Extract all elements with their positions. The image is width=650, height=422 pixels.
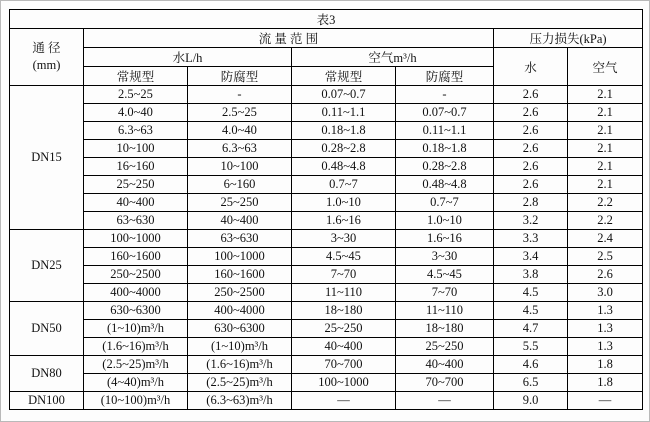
flow-water-regular: 630~6300: [84, 302, 188, 320]
flow-air-anticorrosive: -: [396, 86, 494, 104]
flow-air-regular: 1.6~16: [292, 212, 396, 230]
header-air-unit: 空气m³/h: [292, 48, 494, 67]
flow-air-regular: 0.11~1.1: [292, 104, 396, 122]
flow-air-regular: —: [292, 392, 396, 410]
flow-air-regular: 0.18~1.8: [292, 122, 396, 140]
flow-water-anticorrosive: (6.3~63)m³/h: [188, 392, 292, 410]
flow-air-anticorrosive: 0.7~7: [396, 194, 494, 212]
flow-air-anticorrosive: 0.48~4.8: [396, 176, 494, 194]
flow-water-regular: (4~40)m³/h: [84, 374, 188, 392]
loss-water-value: 4.5: [494, 302, 568, 320]
diameter-label-dn50: DN50: [10, 302, 84, 356]
flow-air-regular: 11~110: [292, 284, 396, 302]
flow-air-anticorrosive: 3~30: [396, 248, 494, 266]
flow-water-anticorrosive: 40~400: [188, 212, 292, 230]
header-diameter-label: 通 径: [32, 41, 61, 56]
header-diameter-unit: (mm): [32, 58, 61, 72]
diameter-label-dn15: DN15: [10, 86, 84, 230]
flow-air-anticorrosive: —: [396, 392, 494, 410]
flow-water-regular: 250~2500: [84, 266, 188, 284]
flow-water-regular: 40~400: [84, 194, 188, 212]
table-title: 表3: [10, 10, 643, 29]
loss-water-value: 2.8: [494, 194, 568, 212]
loss-water-value: 6.5: [494, 374, 568, 392]
flow-water-regular: (10~100)m³/h: [84, 392, 188, 410]
flow-water-regular: 400~4000: [84, 284, 188, 302]
diameter-label-dn80: DN80: [10, 356, 84, 392]
loss-water-value: 2.6: [494, 122, 568, 140]
flow-air-anticorrosive: 25~250: [396, 338, 494, 356]
loss-air-value: 2.4: [568, 230, 643, 248]
flow-water-anticorrosive: 63~630: [188, 230, 292, 248]
loss-air-value: —: [568, 392, 643, 410]
flow-water-anticorrosive: 6~160: [188, 176, 292, 194]
flow-air-anticorrosive: 18~180: [396, 320, 494, 338]
loss-water-value: 2.6: [494, 158, 568, 176]
flow-water-anticorrosive: 25~250: [188, 194, 292, 212]
flow-air-regular: 70~700: [292, 356, 396, 374]
loss-water-value: 2.6: [494, 140, 568, 158]
flow-air-regular: 0.28~2.8: [292, 140, 396, 158]
flow-air-regular: 40~400: [292, 338, 396, 356]
loss-air-value: 2.1: [568, 176, 643, 194]
loss-water-value: 4.7: [494, 320, 568, 338]
loss-water-value: 3.8: [494, 266, 568, 284]
loss-air-value: 2.1: [568, 158, 643, 176]
flow-water-anticorrosive: 10~100: [188, 158, 292, 176]
flow-water-regular: 4.0~40: [84, 104, 188, 122]
flow-water-regular: (2.5~25)m³/h: [84, 356, 188, 374]
loss-water-value: 4.6: [494, 356, 568, 374]
header-air-anticorrosive: 防腐型: [396, 67, 494, 86]
loss-air-value: 2.1: [568, 104, 643, 122]
loss-air-value: 2.5: [568, 248, 643, 266]
flow-air-anticorrosive: 40~400: [396, 356, 494, 374]
flow-air-anticorrosive: 7~70: [396, 284, 494, 302]
loss-air-value: 1.3: [568, 338, 643, 356]
flow-air-regular: 0.7~7: [292, 176, 396, 194]
flow-water-anticorrosive: 630~6300: [188, 320, 292, 338]
flow-air-regular: 1.0~10: [292, 194, 396, 212]
loss-air-value: 1.8: [568, 356, 643, 374]
flow-water-anticorrosive: (1~10)m³/h: [188, 338, 292, 356]
loss-water-value: 3.4: [494, 248, 568, 266]
flow-air-regular: 100~1000: [292, 374, 396, 392]
flow-air-regular: 25~250: [292, 320, 396, 338]
loss-air-value: 2.2: [568, 212, 643, 230]
header-diameter: [10, 29, 84, 86]
flow-water-regular: (1~10)m³/h: [84, 320, 188, 338]
flow-air-regular: 0.48~4.8: [292, 158, 396, 176]
flow-air-regular: 3~30: [292, 230, 396, 248]
flow-water-regular: 10~100: [84, 140, 188, 158]
flow-water-anticorrosive: (2.5~25)m³/h: [188, 374, 292, 392]
flow-water-regular: 63~630: [84, 212, 188, 230]
header-flow-range: 流 量 范 围: [84, 29, 494, 48]
flow-water-regular: 100~1000: [84, 230, 188, 248]
flow-water-regular: 16~160: [84, 158, 188, 176]
loss-air-value: 2.6: [568, 266, 643, 284]
flow-water-regular: (1.6~16)m³/h: [84, 338, 188, 356]
flow-water-regular: 2.5~25: [84, 86, 188, 104]
flow-water-anticorrosive: 4.0~40: [188, 122, 292, 140]
header-pressure-loss: 压力损失(kPa): [494, 29, 643, 48]
flow-air-anticorrosive: 1.0~10: [396, 212, 494, 230]
flow-water-anticorrosive: -: [188, 86, 292, 104]
flow-air-regular: 0.07~0.7: [292, 86, 396, 104]
loss-water-value: 9.0: [494, 392, 568, 410]
flow-water-anticorrosive: 2.5~25: [188, 104, 292, 122]
loss-air-value: 1.8: [568, 374, 643, 392]
flow-water-anticorrosive: 100~1000: [188, 248, 292, 266]
flow-air-regular: 18~180: [292, 302, 396, 320]
loss-water-value: 2.6: [494, 176, 568, 194]
loss-air-value: 2.1: [568, 86, 643, 104]
flow-water-anticorrosive: 6.3~63: [188, 140, 292, 158]
header-water-unit: 水L/h: [84, 48, 292, 67]
loss-air-value: 3.0: [568, 284, 643, 302]
flow-air-anticorrosive: 70~700: [396, 374, 494, 392]
header-air-regular: 常规型: [292, 67, 396, 86]
header-loss-air: 空气: [568, 48, 643, 86]
loss-air-value: 1.3: [568, 320, 643, 338]
flow-air-anticorrosive: 4.5~45: [396, 266, 494, 284]
flow-air-anticorrosive: 0.11~1.1: [396, 122, 494, 140]
loss-air-value: 2.1: [568, 122, 643, 140]
diameter-label-dn25: DN25: [10, 230, 84, 302]
loss-water-value: 3.3: [494, 230, 568, 248]
flow-air-anticorrosive: 0.07~0.7: [396, 104, 494, 122]
flow-water-regular: 6.3~63: [84, 122, 188, 140]
loss-water-value: 4.5: [494, 284, 568, 302]
flow-air-anticorrosive: 11~110: [396, 302, 494, 320]
flow-water-regular: 25~250: [84, 176, 188, 194]
flow-air-regular: 7~70: [292, 266, 396, 284]
flow-water-regular: 160~1600: [84, 248, 188, 266]
header-water-regular: 常规型: [84, 67, 188, 86]
flow-air-anticorrosive: 0.18~1.8: [396, 140, 494, 158]
loss-water-value: 5.5: [494, 338, 568, 356]
flow-water-anticorrosive: 160~1600: [188, 266, 292, 284]
flow-spec-table: [9, 9, 643, 410]
header-water-anticorrosive: 防腐型: [188, 67, 292, 86]
flow-water-anticorrosive: 250~2500: [188, 284, 292, 302]
flow-water-anticorrosive: 400~4000: [188, 302, 292, 320]
diameter-label-dn100: DN100: [10, 392, 84, 410]
flow-air-anticorrosive: 1.6~16: [396, 230, 494, 248]
loss-water-value: 2.6: [494, 104, 568, 122]
header-loss-water: 水: [494, 48, 568, 86]
flow-water-anticorrosive: (1.6~16)m³/h: [188, 356, 292, 374]
loss-air-value: 1.3: [568, 302, 643, 320]
loss-air-value: 2.1: [568, 140, 643, 158]
flow-air-regular: 4.5~45: [292, 248, 396, 266]
loss-water-value: 2.6: [494, 86, 568, 104]
loss-air-value: 2.2: [568, 194, 643, 212]
flow-air-anticorrosive: 0.28~2.8: [396, 158, 494, 176]
loss-water-value: 3.2: [494, 212, 568, 230]
